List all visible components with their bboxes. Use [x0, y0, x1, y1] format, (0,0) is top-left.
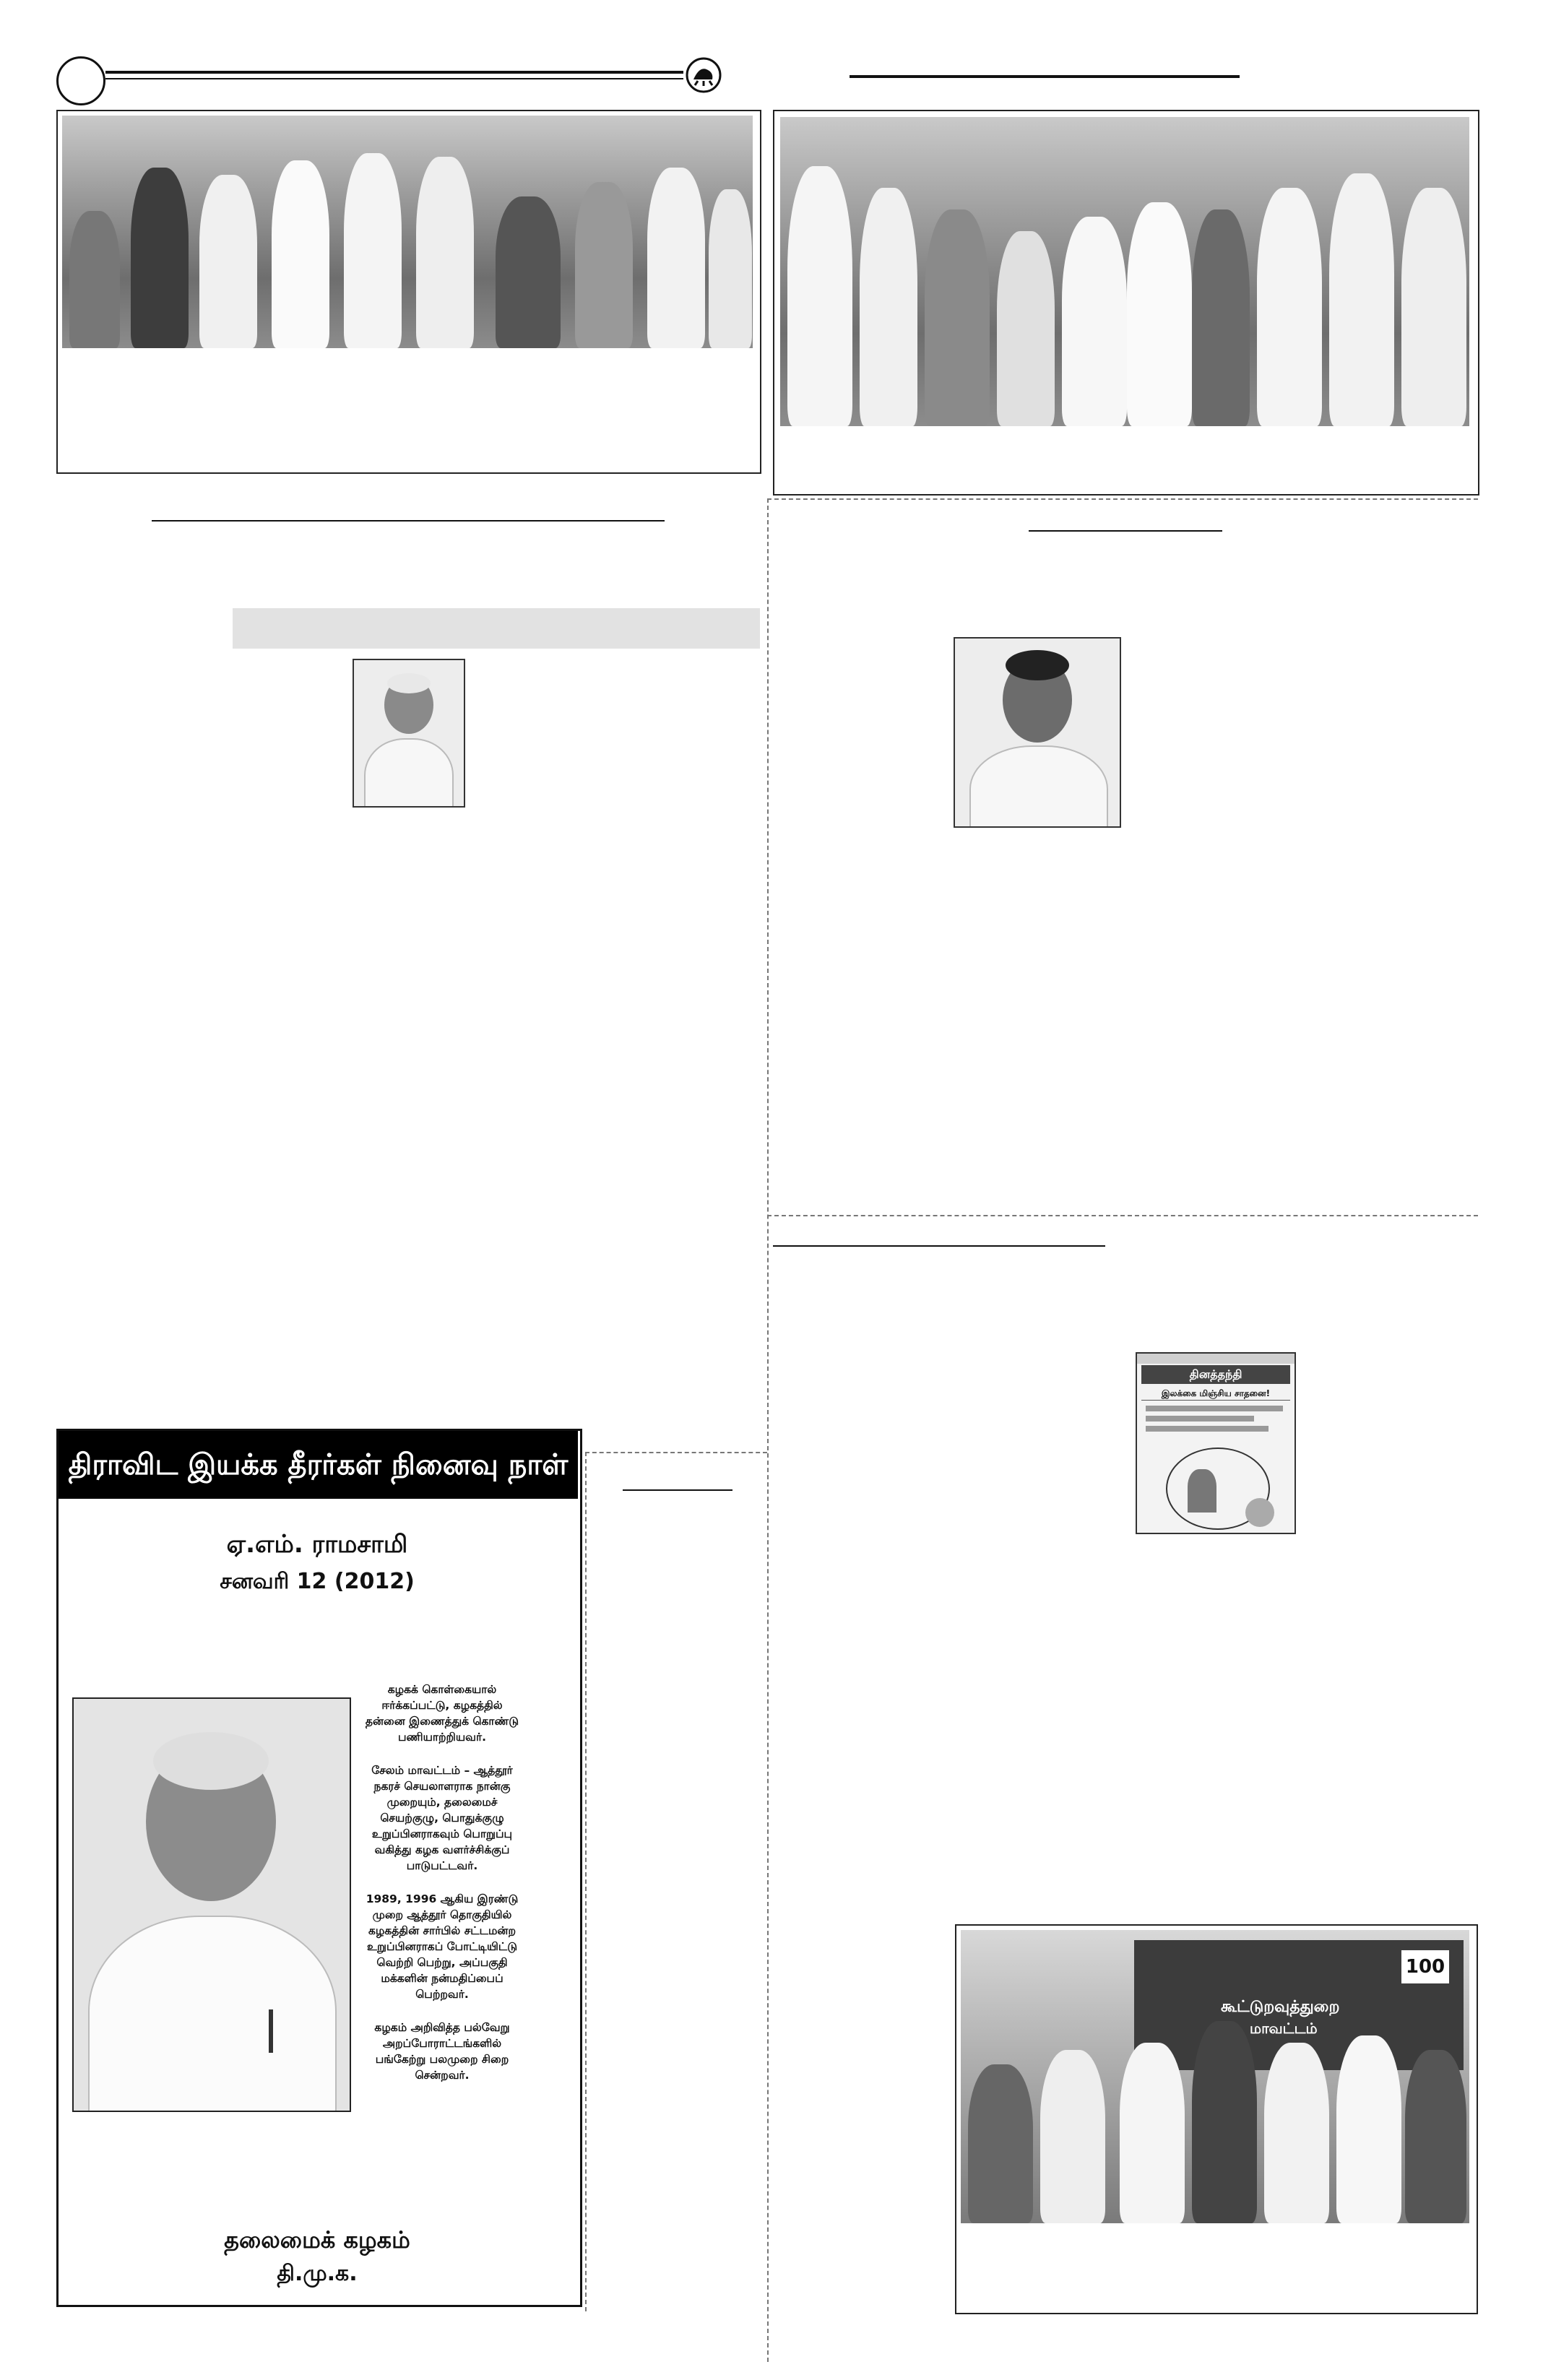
header-rule-top: [105, 71, 683, 74]
event-photo-bottom-right: [961, 1930, 1469, 2223]
memorial-biography: [363, 1682, 522, 2100]
banner-line-2: மாவட்டம்: [1250, 2020, 1318, 2037]
memorial-signature-line2: தி.மு.க.: [277, 2261, 358, 2286]
event-photo-top-left: [62, 116, 753, 348]
column-divider-small: [585, 1452, 587, 2311]
small-column-headline-underline: [623, 1489, 732, 1491]
section-divider-right-middle: [767, 1215, 1478, 1216]
memorial-date: சனவரி 12 (2012): [220, 1569, 415, 1594]
headline-underline-right-middle: [773, 1245, 1105, 1247]
header-rule-bottom: [105, 78, 683, 79]
memorial-name: ஏ.எம். ராமசாமி: [226, 1530, 408, 1559]
banner-logo-100: 100: [1401, 1950, 1449, 1983]
headline-underline-left: [152, 520, 665, 522]
memorial-portrait: [72, 1697, 351, 2112]
event-photo-top-right: [780, 117, 1469, 426]
memorial-paragraph: சேலம் மாவட்டம் – ஆத்தூர் நகரச் செயலாளராக நான்கு முறையும், தலைமைச் செயற்குழு, பொதுக்குழு உறுப்பினராகவும் பொறுப்பு வகித்து கழக வளர்ச்சிக்குப் பாடுபட்டவர்.: [371, 1764, 513, 1872]
rising-sun-emblem-icon: [685, 56, 722, 94]
small-column-top-rule: [585, 1452, 767, 1453]
memorial-banner: திராவிட இயக்க தீரர்கள் நினைவு நாள்: [59, 1431, 578, 1499]
portrait-man-right: [954, 637, 1121, 828]
page-number-circle: [56, 56, 105, 105]
header-rule-right: [850, 75, 1240, 78]
newspaper-clipping: [1136, 1352, 1296, 1534]
banner-line-1: கூட்டுறவுத்துறை: [1221, 1998, 1340, 2016]
portrait-elderly-man: [353, 659, 465, 808]
memorial-paragraph: கழகம் அறிவித்த பல்வேறு அறப்போராட்டங்களில் பங்கேற்று பலமுறை சிறை சென்றவர்.: [374, 2021, 510, 2082]
column-divider-main: [767, 498, 769, 2362]
gray-subhead-bar: [233, 608, 760, 649]
clipping-headline: இலக்கை மிஞ்சிய சாதனை!: [1141, 1388, 1290, 1401]
section-divider-right-top: [767, 498, 1478, 500]
memorial-signature-line1: தலைமைக் கழகம்: [224, 2226, 410, 2254]
clipping-masthead: தினத்தந்தி: [1141, 1365, 1290, 1384]
headline-underline-right: [1029, 530, 1222, 532]
memorial-paragraph: கழகக் கொள்கையால் ஈர்க்கப்பட்டு, கழகத்தில் தன்னை இணைத்துக் கொண்டு பணியாற்றியவர்.: [365, 1683, 519, 1744]
memorial-paragraph: 1989, 1996 ஆகிய இரண்டு முறை ஆத்தூர் தொகுதியில் கழகத்தின் சார்பில் சட்டமன்ற உறுப்பினராகப் போட்டியிட்டு வெற்றி பெற்று, அப்பகுதி மக்களின் நன்மதிப்பைப் பெற்றவர்.: [366, 1892, 519, 2001]
